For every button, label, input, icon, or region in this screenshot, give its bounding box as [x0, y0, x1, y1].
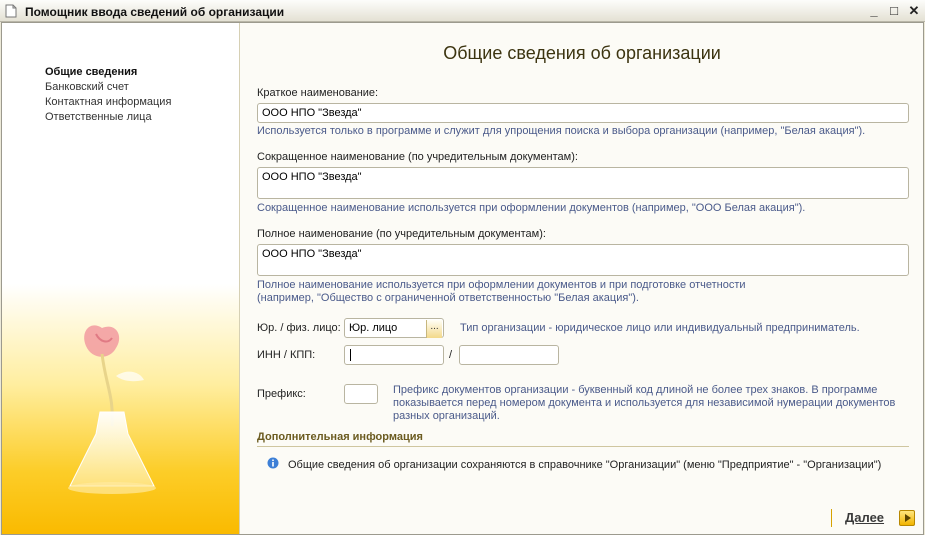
kpp-input[interactable]: [459, 345, 559, 365]
wizard-frame: [1, 22, 924, 535]
full-name-hint-line1: Полное наименование используется при оформлении документов и при подготовке отчетности: [257, 279, 746, 291]
prefix-hint-line3: разных организаций.: [393, 410, 500, 422]
page-title: Общие сведения об организации: [443, 43, 721, 63]
sidebar-nav: [45, 65, 171, 125]
sidebar: [2, 23, 240, 534]
title-bar: [0, 0, 925, 22]
inn-kpp-label: ИНН / КПП:: [257, 349, 316, 361]
entity-type-choose-button[interactable]: ...: [426, 320, 442, 338]
window-title: Помощник ввода сведений об организации: [25, 5, 285, 19]
abbr-name-label: Сокращенное наименование (по учредительным документам):: [257, 151, 578, 163]
info-icon: [267, 457, 279, 469]
short-name-label: Краткое наименование:: [257, 87, 379, 99]
flower-vase-illustration: [62, 316, 172, 506]
short-name-hint: Используется только в программе и служит для упрощения поиска и выбора организации (например, "Белая акация").: [257, 125, 866, 137]
next-button[interactable]: [831, 507, 917, 529]
prefix-input[interactable]: [344, 384, 378, 404]
prefix-label: Префикс:: [257, 388, 306, 400]
entity-type-select[interactable]: [344, 318, 444, 338]
full-name-hint-line2: (например, "Общество с ограниченной ответственностью "Белая акация").: [257, 292, 639, 304]
additional-info-text: Общие сведения об организации сохраняются в справочнике "Организации" (меню "Предприятие" - "Организации"): [288, 459, 882, 471]
short-name-input[interactable]: ООО НПО "Звезда": [257, 103, 909, 123]
entity-type-value: Юр. лицо: [349, 322, 398, 334]
sidebar-item-contacts[interactable]: Контактная информация: [45, 96, 172, 108]
next-button-label[interactable]: Далее: [845, 510, 885, 525]
arrow-right-icon[interactable]: [899, 510, 915, 526]
next-separator: [831, 509, 832, 527]
text-caret: [350, 349, 351, 361]
inn-kpp-separator: /: [449, 349, 453, 361]
close-button[interactable]: ✕: [908, 3, 920, 18]
prefix-hint-line1: Префикс документов организации - буквенный код длиной не более трех знаков. В программе: [393, 384, 878, 396]
full-name-label: Полное наименование (по учредительным документам):: [257, 228, 546, 240]
maximize-button[interactable]: □: [890, 3, 898, 18]
main-content: [241, 23, 923, 534]
minimize-button[interactable]: _: [870, 3, 878, 18]
inn-input[interactable]: [344, 345, 444, 365]
sidebar-item-bank-account[interactable]: Банковский счет: [45, 81, 129, 93]
sidebar-item-responsible[interactable]: Ответственные лица: [45, 111, 152, 123]
document-icon: [5, 4, 17, 18]
abbr-name-hint: Сокращенное наименование используется при оформлении документов (например, "ООО Белая акация").: [257, 202, 806, 214]
abbr-name-input[interactable]: ООО НПО "Звезда": [257, 167, 909, 199]
additional-info-header: Дополнительная информация: [257, 431, 909, 447]
entity-type-label: Юр. / физ. лицо:: [257, 322, 341, 334]
full-name-input[interactable]: ООО НПО "Звезда": [257, 244, 909, 276]
prefix-hint-line2: показывается перед номером документа и используется для независимой нумерации документов: [393, 397, 896, 409]
sidebar-item-general[interactable]: Общие сведения: [45, 66, 138, 78]
entity-type-hint: Тип организации - юридическое лицо или индивидуальный предприниматель.: [460, 322, 860, 334]
